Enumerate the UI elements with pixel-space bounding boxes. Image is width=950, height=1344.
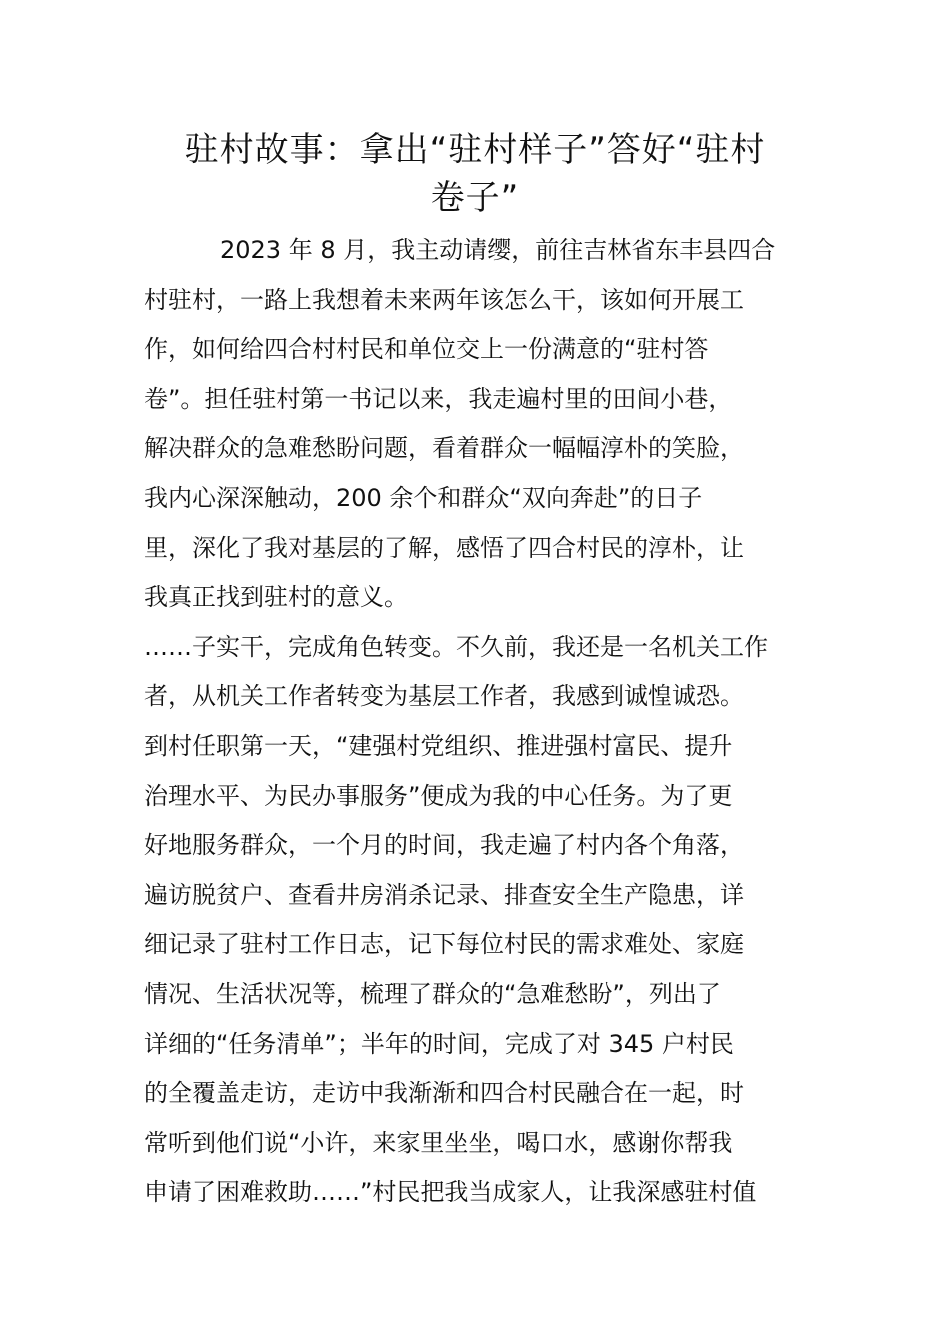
paragraph-line: 详细的“任务清单”；半年的时间，完成了对 345 户村民 (144, 1029, 734, 1058)
paragraph-line: 申请了困难救助……”村民把我当成家人，让我深感驻村值 (144, 1178, 757, 1207)
paragraph-line: 2023 年 8 月，我主动请缨，前往吉林省东丰县四合 (220, 236, 776, 264)
paragraph-line: 治理水平、为民办事服务”便成为我的中心任务。为了更 (144, 781, 733, 810)
title-line-1: 驻村故事：拿出“驻村样子”答好“驻村 (184, 130, 766, 170)
paragraph-line: 里，深化了我对基层的了解，感悟了四合村民的淳朴，让 (144, 533, 744, 562)
paragraph-line: 到村任职第一天，“建强村党组织、推进强村富民、提升 (144, 731, 733, 760)
paragraph-line: 遍访脱贫户、查看井房消杀记录、排查安全生产隐患，详 (144, 880, 744, 909)
paragraph-line: 我内心深深触动，200 余个和群众“双向奔赴”的日子 (144, 483, 703, 512)
paragraph-line: 我真正找到驻村的意义。 (144, 583, 408, 612)
paragraph-line: 好地服务群众，一个月的时间，我走遍了村内各个角落， (144, 831, 744, 860)
paragraph-line: 情况、生活状况等，梳理了群众的“急难愁盼”，列出了 (144, 979, 721, 1008)
paragraph-line: 解决群众的急难愁盼问题，看着群众一幅幅淳朴的笑脸， (144, 434, 744, 463)
title-line-2: 卷子” (430, 178, 520, 218)
paragraph-line: 的全覆盖走访，走访中我渐渐和四合村民融合在一起，时 (144, 1079, 744, 1108)
paragraph-line: ……子实干，完成角色转变。不久前，我还是一名机关工作 (144, 632, 768, 661)
document-body (144, 226, 810, 1218)
paragraph-line: 作，如何给四合村村民和单位交上一份满意的“驻村答 (144, 335, 709, 364)
paragraph-line: 村驻村，一路上我想着未来两年该怎么干，该如何开展工 (144, 285, 744, 314)
paragraph-line: 常听到他们说“小许，来家里坐坐，喝口水，感谢你帮我 (144, 1128, 733, 1157)
document-title (140, 126, 810, 222)
paragraph-line: 卷”。担任驻村第一书记以来，我走遍村里的田间小巷， (144, 384, 733, 413)
paragraph-line: 者，从机关工作者转变为基层工作者，我感到诚惶诚恐。 (144, 682, 744, 711)
paragraph-line: 细记录了驻村工作日志，记下每位村民的需求难处、家庭 (144, 930, 744, 959)
